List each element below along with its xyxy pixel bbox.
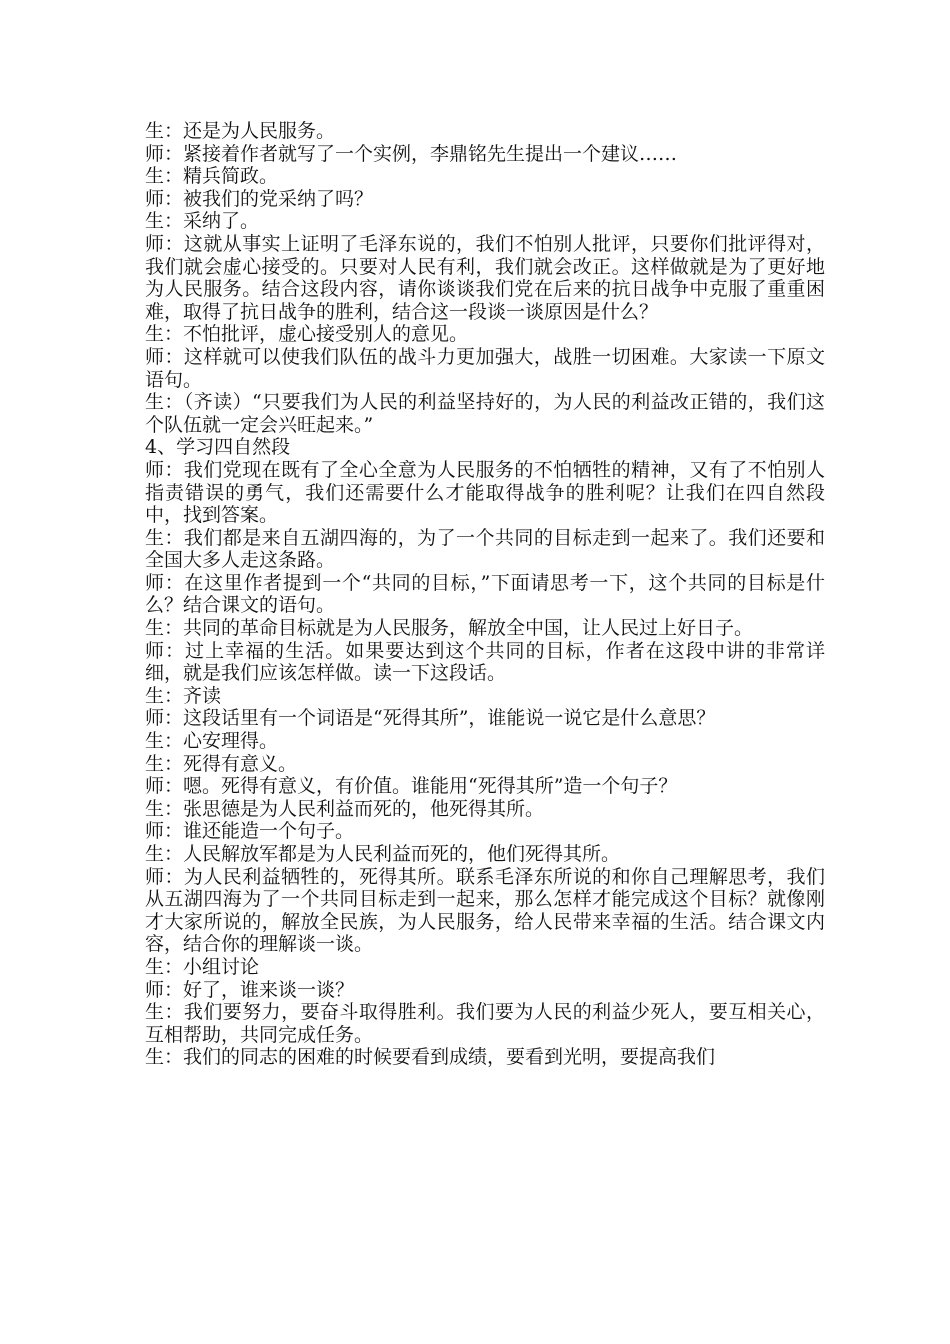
paragraph: 生：我们的同志的困难的时候要看到成绩，要看到光明，要提高我们 — [145, 1046, 716, 1069]
paragraph: 师：在这里作者提到一个“共同的目标，”下面请思考一下，这个共同的目标是什么？结合课文的语句。 — [145, 571, 825, 617]
paragraph: 师：谁还能造一个句子。 — [145, 820, 355, 843]
paragraph: 生：人民解放军都是为人民利益而死的，他们死得其所。 — [145, 843, 621, 865]
paragraph: 师：这就从事实上证明了毛泽东说的，我们不怕别人批评，只要你们批评得对，我们就会虚心接受的。只要对人民有利，我们就会改正。这样做就是为了更好地为人民服务。结合这段内容，请你谈谈我们党在后来的抗日战争中克服了重重困难，取得了抗日战争的胜利，结合这一段谈一谈原因是什么？ — [145, 232, 825, 323]
paragraph: 生：精兵简政。 — [145, 165, 279, 188]
paragraph: 师：嗯。死得有意义，有价值。谁能用“死得其所”造一个句子？ — [145, 775, 678, 798]
paragraph: 生：我们要努力，要奋斗取得胜利。我们要为人民的利益少死人，要互相关心，互相帮助，共同完成任务。 — [145, 1001, 825, 1046]
paragraph: 师：过上幸福的生活。如果要达到这个共同的目标，作者在这段中讲的非常详细，就是我们应该怎样做。读一下这段话。 — [145, 639, 825, 685]
paragraph: 生：齐读 — [145, 684, 222, 707]
paragraph: 生：张思德是为人民利益而死的，他死得其所。 — [145, 797, 545, 820]
paragraph: 师：好了，谁来谈一谈？ — [145, 978, 355, 1001]
paragraph: 生：还是为人民服务。 — [145, 120, 336, 142]
paragraph: 师：被我们的党采纳了吗？ — [145, 187, 374, 210]
paragraph: 生：共同的革命目标就是为人民服务，解放全中国，让人民过上好日子。 — [145, 617, 754, 640]
paragraph: 师：这样就可以使我们队伍的战斗力更加强大，战胜一切困难。大家读一下原文语句。 — [145, 345, 825, 391]
paragraph: 生：（齐读）“只要我们为人民的利益坚持好的，为人民的利益改正错的，我们这个队伍就一定会兴旺起来。” — [145, 391, 825, 436]
paragraph: 生：死得有意义。 — [145, 752, 298, 775]
paragraph: 师：这段话里有一个词语是“死得其所”，谁能说一说它是什么意思？ — [145, 707, 716, 730]
paragraph: 生：小组讨论 — [145, 955, 260, 978]
section-heading: 4、学习四自然段 — [145, 436, 291, 459]
paragraph: 师：紧接着作者就写了一个实例，李鼎铭先生提出一个建议…… — [145, 142, 678, 165]
paragraph: 生：心安理得。 — [145, 730, 279, 753]
document-body — [145, 120, 825, 1069]
paragraph: 师：我们党现在既有了全心全意为人民服务的不怕牺牲的精神，又有了不怕别人指责错误的勇气，我们还需要什么才能取得战争的胜利呢？让我们在四自然段中，找到答案。 — [145, 458, 825, 527]
paragraph: 生：我们都是来自五湖四海的，为了一个共同的目标走到一起来了。我们还要和全国大多人走这条路。 — [145, 526, 825, 572]
paragraph: 生：采纳了。 — [145, 210, 260, 233]
paragraph: 生：不怕批评，虚心接受别人的意见。 — [145, 323, 469, 346]
paragraph: 师：为人民利益牺牲的，死得其所。联系毛泽东所说的和你自己理解思考，我们从五湖四海为了一个共同目标走到一起来，那么怎样才能完成这个目标？就像刚才大家所说的，解放全民族，为人民服务，给人民带来幸福的生活。结合课文内容，结合你的理解谈一谈。 — [145, 865, 825, 956]
